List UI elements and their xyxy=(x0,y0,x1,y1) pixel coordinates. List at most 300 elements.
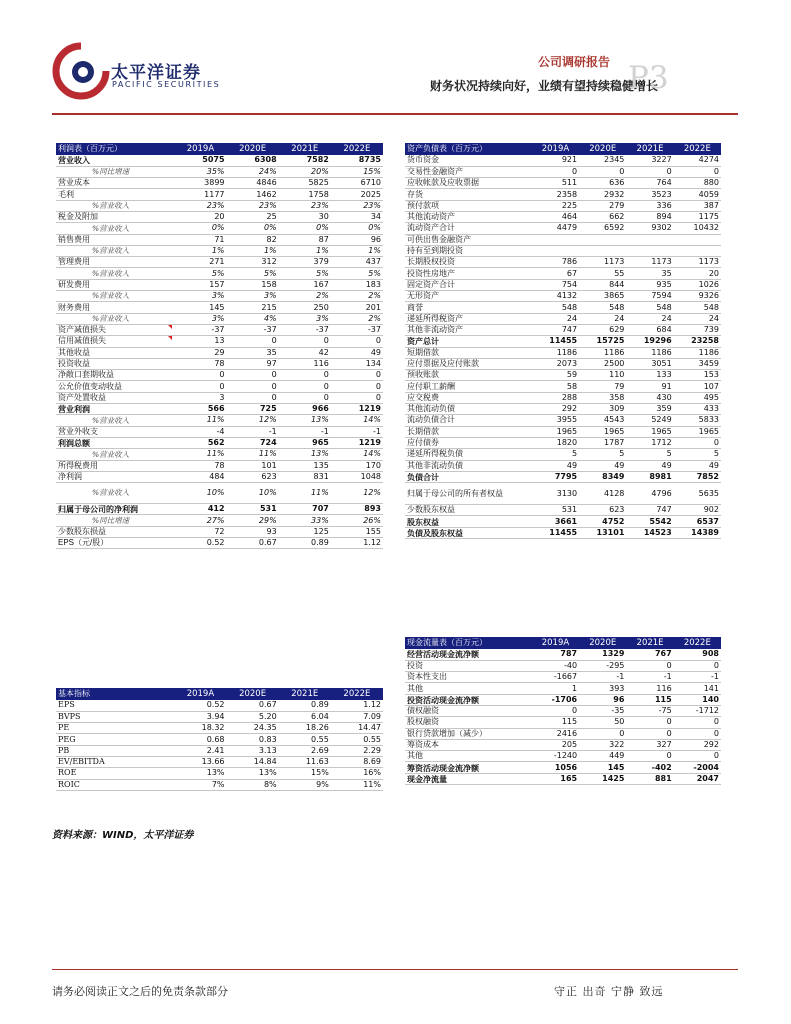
value-cell: 35 xyxy=(626,268,673,279)
header-divider xyxy=(52,113,738,115)
row-label-text: %营业收入 xyxy=(92,268,130,278)
value-cell: 20 xyxy=(674,268,721,279)
value-cell: 1177 xyxy=(174,189,226,200)
value-cell: 11455 xyxy=(532,527,579,538)
row-label-text: 投资收益 xyxy=(58,358,90,368)
value-cell: 5833 xyxy=(674,415,721,426)
value-cell: 49 xyxy=(674,460,721,471)
value-cell: 0% xyxy=(331,223,383,234)
value-cell: 0 xyxy=(279,381,331,392)
row-label xyxy=(56,234,174,245)
row-label xyxy=(56,437,174,448)
value-cell: 5% xyxy=(227,268,279,279)
value-cell: 157 xyxy=(174,279,226,290)
row-label-text: 毛利 xyxy=(58,189,74,199)
value-cell: 921 xyxy=(532,155,579,166)
row-label-text: 股东权益 xyxy=(407,516,439,527)
value-cell: 0.68 xyxy=(174,734,226,745)
value-cell: 5249 xyxy=(626,415,673,426)
row-label xyxy=(405,336,532,347)
value-cell: 2% xyxy=(331,313,383,324)
value-cell: 49 xyxy=(532,460,579,471)
value-cell: 8735 xyxy=(331,155,383,166)
value-cell: 125 xyxy=(279,526,331,537)
value-cell: 4479 xyxy=(532,223,579,234)
value-cell: 725 xyxy=(227,404,279,415)
value-cell: 379 xyxy=(279,257,331,268)
row-label xyxy=(56,538,174,549)
value-cell: 0 xyxy=(626,166,673,177)
row-label xyxy=(405,268,532,279)
value-cell: 23% xyxy=(227,200,279,211)
row-label-text: PE xyxy=(58,723,70,733)
table-row xyxy=(405,155,721,166)
value-cell: 158 xyxy=(227,279,279,290)
value-cell: 4132 xyxy=(532,291,579,302)
value-cell: 359 xyxy=(626,404,673,415)
value-cell: 894 xyxy=(626,211,673,222)
value-cell xyxy=(532,245,579,256)
report-type: 公司调研报告 xyxy=(537,55,610,69)
value-cell: 71 xyxy=(174,234,226,245)
row-label-text: 持有至到期投资 xyxy=(407,246,463,256)
value-cell: 3% xyxy=(227,291,279,302)
value-cell: 55 xyxy=(579,268,626,279)
row-label xyxy=(56,460,174,471)
table-row xyxy=(56,234,383,245)
value-cell: 11% xyxy=(279,483,331,504)
row-label-text: %营业收入 xyxy=(92,314,130,324)
table-row xyxy=(56,189,383,200)
value-cell: 0 xyxy=(279,370,331,381)
year-header: 2019A xyxy=(174,143,226,155)
value-cell: 24% xyxy=(227,166,279,177)
value-cell: -37 xyxy=(331,324,383,335)
value-cell: 3955 xyxy=(532,415,579,426)
row-label xyxy=(405,291,532,302)
table-row xyxy=(405,245,721,256)
value-cell: 0 xyxy=(532,705,579,716)
value-cell: 0 xyxy=(674,728,721,739)
row-label-text: 股权融资 xyxy=(407,717,439,727)
table-row xyxy=(56,347,383,358)
row-label-text: EPS（元/股） xyxy=(58,538,109,548)
value-cell: 880 xyxy=(674,178,721,189)
value-cell: 1186 xyxy=(579,347,626,358)
value-cell: 1048 xyxy=(331,471,383,482)
value-cell: 327 xyxy=(626,739,673,750)
row-label-text: 投资 xyxy=(407,660,423,670)
value-cell: 134 xyxy=(331,358,383,369)
row-label xyxy=(405,370,532,381)
value-cell: 2% xyxy=(331,291,383,302)
row-label-text: 应收帐款及应收票据 xyxy=(407,178,479,188)
table-row xyxy=(56,756,383,767)
row-label-text: 营业成本 xyxy=(58,178,90,188)
brand-name-en: PACIFIC SECURITIES xyxy=(112,80,221,89)
value-cell: 91 xyxy=(626,381,673,392)
row-label xyxy=(405,739,532,750)
value-cell: -1 xyxy=(331,426,383,437)
row-label-text: 资本性支出 xyxy=(407,672,447,682)
value-cell: 8% xyxy=(227,779,279,790)
value-cell: 9302 xyxy=(626,223,673,234)
table-row xyxy=(56,538,383,549)
value-cell: 49 xyxy=(626,460,673,471)
row-label-text: 资产总计 xyxy=(407,336,439,347)
value-cell: 844 xyxy=(579,279,626,290)
table-row xyxy=(56,166,383,177)
value-cell: 3865 xyxy=(579,291,626,302)
value-cell: 5% xyxy=(279,268,331,279)
value-cell: 1219 xyxy=(331,437,383,448)
value-cell: 11% xyxy=(331,779,383,790)
value-cell: 7594 xyxy=(626,291,673,302)
value-cell: 0.55 xyxy=(331,734,383,745)
value-cell: 13101 xyxy=(579,527,626,538)
row-label xyxy=(405,200,532,211)
row-label-text: 递延所得税负债 xyxy=(407,449,463,459)
row-label-text: 其他流动资产 xyxy=(407,212,455,222)
row-label xyxy=(56,200,174,211)
row-label-text: %营业收入 xyxy=(92,415,130,425)
value-cell: 11% xyxy=(174,449,226,460)
value-cell: 140 xyxy=(674,694,721,705)
value-cell: 495 xyxy=(674,392,721,403)
value-cell: -1 xyxy=(674,672,721,683)
value-cell: 14% xyxy=(331,449,383,460)
value-cell: 893 xyxy=(331,504,383,515)
row-label xyxy=(405,234,532,245)
value-cell: 1% xyxy=(174,245,226,256)
value-cell: -1 xyxy=(626,672,673,683)
row-label-text: 应交税费 xyxy=(407,392,439,402)
table-row xyxy=(405,728,721,739)
table-row xyxy=(56,178,383,189)
table-row xyxy=(405,200,721,211)
row-label xyxy=(56,302,174,313)
row-label xyxy=(56,211,174,222)
table-title: 现金流量表（百万元） xyxy=(405,637,532,649)
table-title: 利润表（百万元） xyxy=(56,143,174,155)
value-cell: 13% xyxy=(174,768,226,779)
value-cell: 145 xyxy=(579,762,626,773)
row-label-text: 净利润 xyxy=(58,471,82,481)
table-row xyxy=(56,426,383,437)
report-title: 财务状况持续向好，业绩有望持续稳健增长 xyxy=(429,79,658,93)
row-label-text: EPS xyxy=(58,700,75,710)
value-cell: 1173 xyxy=(626,257,673,268)
table-row xyxy=(405,762,721,773)
row-label-text: 经营活动现金流净额 xyxy=(407,649,479,660)
footer-divider xyxy=(52,969,738,970)
table-row xyxy=(56,504,383,515)
value-cell: 3.13 xyxy=(227,745,279,756)
table-row xyxy=(405,672,721,683)
row-label xyxy=(405,347,532,358)
value-cell: 1787 xyxy=(579,437,626,448)
row-label-text: 应付债券 xyxy=(407,438,439,448)
year-header: 2019A xyxy=(174,688,226,700)
value-cell: 0 xyxy=(626,728,673,739)
row-label-text: 商誉 xyxy=(407,302,423,312)
value-cell: 1965 xyxy=(532,426,579,437)
value-cell xyxy=(626,245,673,256)
value-cell: 23% xyxy=(174,200,226,211)
value-cell: 4274 xyxy=(674,155,721,166)
row-label-text: 长期股权投资 xyxy=(407,257,455,267)
value-cell: 23% xyxy=(279,200,331,211)
value-cell: 35% xyxy=(174,166,226,177)
year-header: 2019A xyxy=(532,637,579,649)
value-cell: 437 xyxy=(331,257,383,268)
value-cell: 767 xyxy=(626,649,673,660)
value-cell xyxy=(626,234,673,245)
page-number: P3 xyxy=(628,60,669,96)
row-label xyxy=(56,257,174,268)
row-label-text: ROIC xyxy=(58,779,80,789)
value-cell: 8.69 xyxy=(331,756,383,767)
row-label xyxy=(405,166,532,177)
comment-marker-icon xyxy=(167,324,172,329)
value-cell: 1186 xyxy=(532,347,579,358)
row-label xyxy=(405,245,532,256)
value-cell: 449 xyxy=(579,751,626,762)
value-cell: -1712 xyxy=(674,705,721,716)
year-header: 2022E xyxy=(674,143,721,155)
row-label xyxy=(405,302,532,313)
value-cell: -35 xyxy=(579,705,626,716)
value-cell xyxy=(579,234,626,245)
table-row xyxy=(56,381,383,392)
table-row xyxy=(56,336,383,347)
row-label-text: 财务费用 xyxy=(58,302,90,312)
value-cell: 0 xyxy=(626,717,673,728)
row-label-text: 营业利润 xyxy=(58,404,90,415)
row-label-text: 现金净流量 xyxy=(407,773,447,784)
table-row xyxy=(56,200,383,211)
value-cell: 0 xyxy=(626,751,673,762)
value-cell: 13% xyxy=(279,449,331,460)
value-cell: 387 xyxy=(674,200,721,211)
table-row xyxy=(405,313,721,324)
value-cell: 636 xyxy=(579,178,626,189)
value-cell: 0.89 xyxy=(279,538,331,549)
table-row xyxy=(405,189,721,200)
value-cell: 1186 xyxy=(626,347,673,358)
value-cell: 110 xyxy=(579,370,626,381)
value-cell: 49 xyxy=(579,460,626,471)
value-cell: 0 xyxy=(279,336,331,347)
row-label xyxy=(405,155,532,166)
value-cell: 5 xyxy=(532,449,579,460)
value-cell xyxy=(674,234,721,245)
table-row xyxy=(56,779,383,790)
value-cell: 2047 xyxy=(674,773,721,784)
row-label-text: 资产处置收益 xyxy=(58,392,106,402)
row-label xyxy=(405,527,532,538)
value-cell: 5 xyxy=(626,449,673,460)
value-cell: 3523 xyxy=(626,189,673,200)
table-row xyxy=(56,392,383,403)
value-cell: 0 xyxy=(579,728,626,739)
table-row xyxy=(56,415,383,426)
value-cell: 336 xyxy=(626,200,673,211)
row-label xyxy=(405,773,532,784)
row-label-text: 短期借款 xyxy=(407,347,439,357)
value-cell: -4 xyxy=(174,426,226,437)
value-cell: 1.12 xyxy=(331,700,383,711)
value-cell: -1240 xyxy=(532,751,579,762)
row-label xyxy=(56,223,174,234)
row-label xyxy=(56,336,174,347)
value-cell: 1329 xyxy=(579,649,626,660)
value-cell: 548 xyxy=(626,302,673,313)
pacific-securities-logo-icon xyxy=(52,42,110,100)
value-cell: 13.66 xyxy=(174,756,226,767)
value-cell: 78 xyxy=(174,460,226,471)
value-cell: 19296 xyxy=(626,336,673,347)
value-cell: 2% xyxy=(279,291,331,302)
value-cell: 58 xyxy=(532,381,579,392)
company-motto: 守正 出奇 宁静 致远 xyxy=(554,985,664,998)
row-label-text: 营业收入 xyxy=(58,155,90,166)
row-label xyxy=(405,392,532,403)
value-cell: 5% xyxy=(331,268,383,279)
year-header: 2020E xyxy=(579,143,626,155)
table-row xyxy=(405,471,721,482)
table-row xyxy=(56,313,383,324)
value-cell: 786 xyxy=(532,257,579,268)
row-label-text: 其他非流动资产 xyxy=(407,325,463,335)
value-cell: 322 xyxy=(579,739,626,750)
value-cell: 2.29 xyxy=(331,745,383,756)
value-cell: 14523 xyxy=(626,527,673,538)
brand-name-cn: 太平洋证券 xyxy=(111,63,201,83)
row-label-text: 净敞口套期收益 xyxy=(58,370,114,380)
value-cell: 24 xyxy=(532,313,579,324)
table-row xyxy=(405,347,721,358)
table-header-row xyxy=(405,637,721,649)
value-cell: 747 xyxy=(532,324,579,335)
row-label xyxy=(56,178,174,189)
value-cell: 7.09 xyxy=(331,711,383,722)
value-cell: 412 xyxy=(174,504,226,515)
table-row xyxy=(56,745,383,756)
table-row xyxy=(405,223,721,234)
table-row xyxy=(405,166,721,177)
value-cell: 12% xyxy=(331,483,383,504)
value-cell: 59 xyxy=(532,370,579,381)
value-cell: 0 xyxy=(532,166,579,177)
value-cell: 0 xyxy=(227,370,279,381)
year-header: 2021E xyxy=(279,143,331,155)
table-row xyxy=(405,717,721,728)
value-cell: 7852 xyxy=(674,471,721,482)
row-label-text: 递延所得税资产 xyxy=(407,313,463,323)
value-cell: 0 xyxy=(227,392,279,403)
value-cell: 0 xyxy=(579,166,626,177)
value-cell: 9326 xyxy=(674,291,721,302)
value-cell: 34 xyxy=(331,211,383,222)
value-cell: 531 xyxy=(532,505,579,516)
row-label-text: 销售费用 xyxy=(58,234,90,244)
value-cell: 629 xyxy=(579,324,626,335)
value-cell: 0% xyxy=(227,223,279,234)
value-cell: 101 xyxy=(227,460,279,471)
row-label xyxy=(405,672,532,683)
value-cell: 115 xyxy=(532,717,579,728)
row-label-text: %营业收入 xyxy=(92,449,130,459)
year-header: 2021E xyxy=(626,143,673,155)
value-cell: 548 xyxy=(579,302,626,313)
value-cell: 82 xyxy=(227,234,279,245)
value-cell: 20 xyxy=(174,211,226,222)
table-title: 基本指标 xyxy=(56,688,174,700)
value-cell: 0.67 xyxy=(227,538,279,549)
value-cell: 0 xyxy=(331,370,383,381)
row-label xyxy=(405,762,532,773)
table-row xyxy=(56,279,383,290)
row-label-text: PB xyxy=(58,745,70,755)
value-cell: 271 xyxy=(174,257,226,268)
row-label-text: 负债及股东权益 xyxy=(407,527,463,538)
value-cell: 3 xyxy=(174,392,226,403)
value-cell: 6710 xyxy=(331,178,383,189)
table-row xyxy=(405,437,721,448)
value-cell: 5 xyxy=(579,449,626,460)
table-row xyxy=(56,768,383,779)
value-cell: 566 xyxy=(174,404,226,415)
row-label xyxy=(405,189,532,200)
value-cell: 0 xyxy=(174,370,226,381)
table-row xyxy=(405,773,721,784)
value-cell: 966 xyxy=(279,404,331,415)
row-label xyxy=(56,392,174,403)
value-cell: 170 xyxy=(331,460,383,471)
row-label xyxy=(405,178,532,189)
table-row xyxy=(56,245,383,256)
row-label-text: %营业收入 xyxy=(92,223,130,233)
row-label xyxy=(405,211,532,222)
value-cell: 29% xyxy=(227,515,279,526)
value-cell: 430 xyxy=(626,392,673,403)
value-cell: 4752 xyxy=(579,516,626,527)
value-cell: 8981 xyxy=(626,471,673,482)
value-cell: 0 xyxy=(331,392,383,403)
table-row xyxy=(405,751,721,762)
row-label xyxy=(405,471,532,482)
value-cell: 5825 xyxy=(279,178,331,189)
value-cell: 309 xyxy=(579,404,626,415)
value-cell: 5075 xyxy=(174,155,226,166)
value-cell xyxy=(674,245,721,256)
value-cell: 511 xyxy=(532,178,579,189)
table-row xyxy=(56,404,383,415)
value-cell: 93 xyxy=(227,526,279,537)
row-label xyxy=(56,515,174,526)
value-cell: 1% xyxy=(331,245,383,256)
value-cell: 4% xyxy=(227,313,279,324)
value-cell: 764 xyxy=(626,178,673,189)
table-row xyxy=(405,426,721,437)
value-cell: 10% xyxy=(174,483,226,504)
value-cell: -37 xyxy=(279,324,331,335)
row-label xyxy=(56,279,174,290)
table-header-row xyxy=(56,143,383,155)
value-cell: 2932 xyxy=(579,189,626,200)
value-cell: 0% xyxy=(174,223,226,234)
